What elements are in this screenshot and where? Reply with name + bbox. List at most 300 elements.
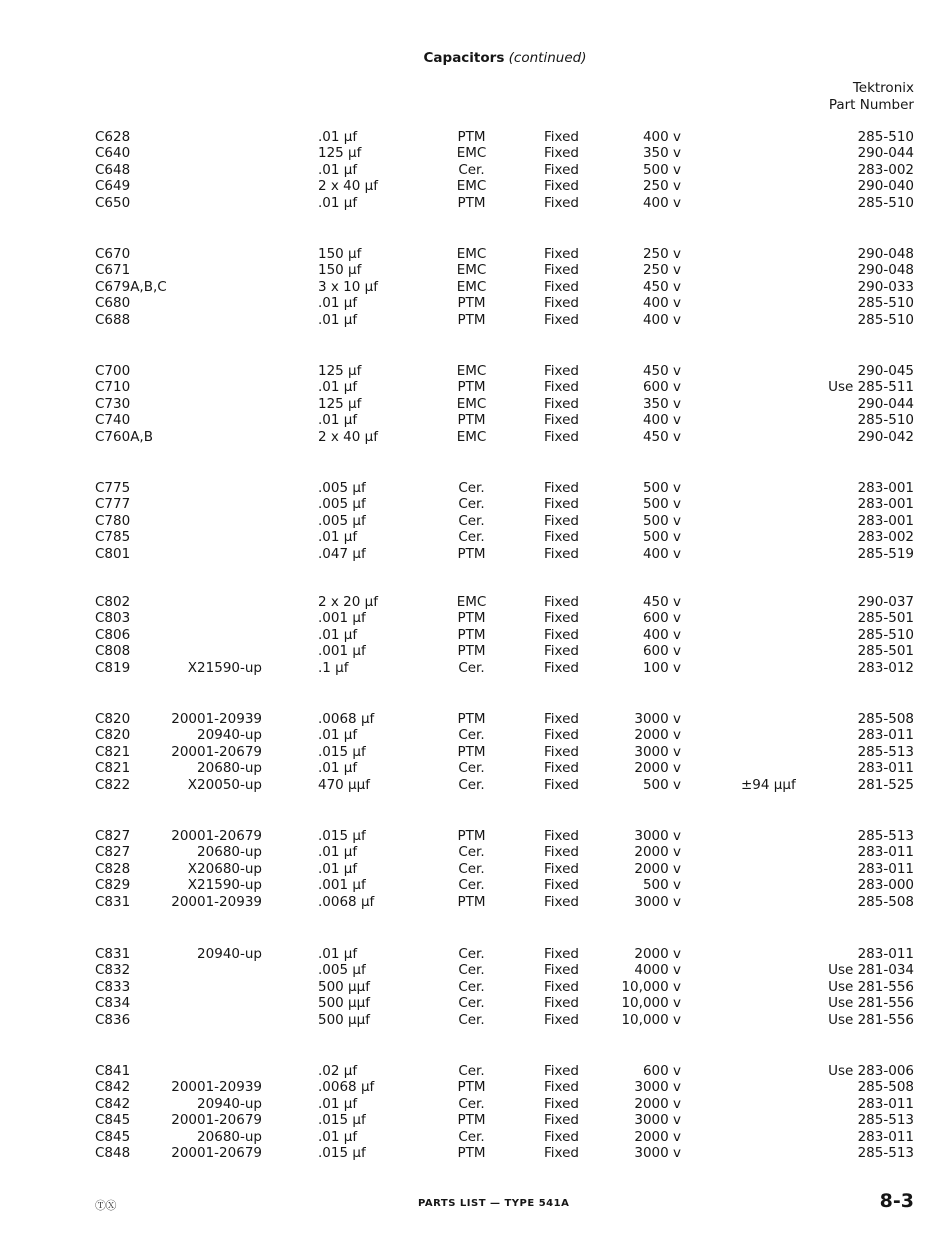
- table-row: [0, 480, 950, 497]
- capacitance-value: .01 µf: [318, 727, 358, 744]
- table-row: [0, 295, 950, 312]
- capacitance-value: 125 µf: [318, 395, 362, 412]
- mounting-kind: Fixed: [544, 760, 579, 777]
- voltage-rating: 500 v: [642, 480, 681, 496]
- capacitance-value: .01 µf: [318, 194, 358, 211]
- mounting-kind: Fixed: [544, 727, 579, 744]
- table-row: [0, 594, 950, 611]
- part-number: 290-037: [857, 594, 914, 610]
- part-number: 283-011: [857, 844, 914, 861]
- mounting-kind: Fixed: [544, 828, 579, 844]
- circuit-number: C777: [95, 496, 131, 513]
- capacitance-value: .001 µf: [318, 643, 366, 660]
- table-row: [0, 246, 950, 263]
- part-number: Use 281-556: [828, 978, 914, 995]
- serial-range: 20001-20939: [171, 893, 262, 910]
- capacitance-value: .001 µf: [318, 877, 366, 894]
- table-row: [0, 379, 950, 396]
- table-row: [0, 178, 950, 195]
- dielectric-type: EMC: [456, 145, 487, 162]
- dielectric-type: Cer.: [458, 860, 485, 877]
- voltage-rating: 250 v: [642, 246, 681, 262]
- part-number: 285-508: [857, 1079, 914, 1096]
- dielectric-type: Cer.: [458, 962, 485, 979]
- circuit-number: C700: [95, 363, 131, 379]
- dielectric-type: PTM: [457, 743, 486, 760]
- table-row: [0, 643, 950, 660]
- circuit-number: C829: [95, 877, 131, 894]
- dielectric-type: PTM: [457, 545, 486, 562]
- part-number: 283-002: [857, 161, 914, 178]
- serial-range: 20001-20679: [171, 1112, 262, 1129]
- circuit-number: C820: [95, 711, 131, 727]
- mounting-kind: Fixed: [544, 1063, 579, 1079]
- voltage-rating: 3000 v: [634, 1145, 681, 1161]
- table-row: [0, 363, 950, 380]
- part-number: 285-513: [857, 1145, 914, 1161]
- part-number: 283-000: [857, 877, 914, 894]
- voltage-rating: 2000 v: [634, 860, 681, 877]
- table-row: [0, 262, 950, 279]
- capacitance-value: .02 µf: [318, 1063, 358, 1079]
- part-number: 285-513: [857, 1112, 914, 1129]
- mounting-kind: Fixed: [544, 295, 579, 312]
- circuit-number: C834: [95, 995, 131, 1012]
- serial-range: 20001-20679: [171, 828, 262, 844]
- mounting-kind: Fixed: [544, 743, 579, 760]
- circuit-number: C801: [95, 545, 131, 562]
- table-row: [0, 312, 950, 329]
- mounting-kind: Fixed: [544, 395, 579, 412]
- circuit-number: C628: [95, 129, 131, 145]
- part-number: 285-519: [857, 545, 914, 562]
- part-number-header: [829, 80, 914, 114]
- table-row: [0, 861, 950, 878]
- mounting-kind: Fixed: [544, 496, 579, 513]
- voltage-rating: 100 v: [642, 659, 681, 676]
- voltage-rating: 3000 v: [634, 1079, 681, 1096]
- capacitance-value: .01 µf: [318, 161, 358, 178]
- dielectric-type: PTM: [457, 643, 486, 660]
- circuit-number: C832: [95, 962, 131, 979]
- dielectric-type: Cer.: [458, 529, 485, 546]
- capacitance-value: .01 µf: [318, 311, 358, 328]
- page-title-suffix: (continued): [508, 50, 587, 66]
- mounting-kind: Fixed: [544, 545, 579, 562]
- capacitance-value: .015 µf: [318, 743, 366, 760]
- mounting-kind: Fixed: [544, 178, 579, 195]
- table-row: [0, 429, 950, 446]
- circuit-number: C679A,B,C: [95, 278, 167, 295]
- mounting-kind: Fixed: [544, 1128, 579, 1145]
- mounting-kind: Fixed: [544, 145, 579, 162]
- dielectric-type: Cer.: [458, 776, 485, 793]
- capacitance-value: 125 µf: [318, 363, 362, 379]
- voltage-rating: 450 v: [642, 363, 681, 379]
- table-row: [0, 744, 950, 761]
- dielectric-type: EMC: [456, 395, 487, 412]
- part-number: 290-044: [857, 145, 914, 162]
- tektronix-logo: ⓉⓍ: [95, 1199, 116, 1212]
- part-number: Use 283-006: [828, 1063, 914, 1079]
- voltage-rating: 400 v: [642, 295, 681, 312]
- voltage-rating: 500 v: [642, 161, 681, 178]
- part-number: 290-044: [857, 395, 914, 412]
- mounting-kind: Fixed: [544, 643, 579, 660]
- circuit-number: C819: [95, 659, 131, 676]
- voltage-rating: 2000 v: [634, 946, 681, 962]
- serial-range: 20940-up: [197, 1095, 262, 1112]
- voltage-rating: 400 v: [642, 412, 681, 429]
- dielectric-type: PTM: [457, 610, 486, 627]
- voltage-rating: 450 v: [642, 278, 681, 295]
- voltage-rating: 400 v: [642, 129, 681, 145]
- part-number: 285-510: [857, 626, 914, 643]
- table-row: [0, 610, 950, 627]
- part-number: 283-011: [857, 946, 914, 962]
- serial-range: 20680-up: [197, 1128, 262, 1145]
- circuit-number: C649: [95, 178, 131, 195]
- serial-range: X20680-up: [187, 860, 262, 877]
- mounting-kind: Fixed: [544, 262, 579, 279]
- voltage-rating: 500 v: [642, 877, 681, 894]
- part-number: 285-510: [857, 295, 914, 312]
- part-number: 285-513: [857, 743, 914, 760]
- dielectric-type: Cer.: [458, 877, 485, 894]
- table-row: [0, 145, 950, 162]
- page-title-main: Capacitors: [423, 50, 505, 66]
- part-number: 285-508: [857, 893, 914, 910]
- circuit-number: C848: [95, 1145, 131, 1161]
- voltage-rating: 4000 v: [634, 962, 681, 979]
- circuit-number: C833: [95, 978, 131, 995]
- capacitance-value: 2 x 20 µf: [318, 594, 378, 610]
- table-row: [0, 660, 950, 677]
- dielectric-type: Cer.: [458, 480, 485, 496]
- mounting-kind: Fixed: [544, 363, 579, 379]
- circuit-number: C827: [95, 844, 131, 861]
- capacitance-value: .01 µf: [318, 844, 358, 861]
- mounting-kind: Fixed: [544, 161, 579, 178]
- part-number: 283-001: [857, 496, 914, 513]
- dielectric-type: PTM: [457, 194, 486, 211]
- mounting-kind: Fixed: [544, 659, 579, 676]
- part-number: Use 281-556: [828, 1011, 914, 1028]
- table-row: [0, 162, 950, 179]
- table-row: [0, 962, 950, 979]
- capacitance-value: .005 µf: [318, 512, 366, 529]
- voltage-rating: 3000 v: [634, 711, 681, 727]
- capacitance-value: .005 µf: [318, 480, 366, 496]
- voltage-rating: 450 v: [642, 594, 681, 610]
- page-footer: [0, 1190, 950, 1217]
- voltage-rating: 500 v: [642, 512, 681, 529]
- dielectric-type: Cer.: [458, 727, 485, 744]
- table-row: [0, 529, 950, 546]
- serial-range: 20680-up: [197, 844, 262, 861]
- circuit-number: C831: [95, 893, 131, 910]
- table-row: [0, 1096, 950, 1113]
- dielectric-type: Cer.: [458, 1063, 485, 1079]
- table-row: [0, 946, 950, 963]
- dielectric-type: Cer.: [458, 946, 485, 962]
- capacitance-value: .01 µf: [318, 626, 358, 643]
- voltage-rating: 3000 v: [634, 828, 681, 844]
- serial-range: 20680-up: [197, 760, 262, 777]
- voltage-rating: 450 v: [642, 428, 681, 445]
- circuit-number: C785: [95, 529, 131, 546]
- mounting-kind: Fixed: [544, 776, 579, 793]
- circuit-number: C775: [95, 480, 131, 496]
- voltage-rating: 400 v: [642, 194, 681, 211]
- part-number: 285-510: [857, 412, 914, 429]
- mounting-kind: Fixed: [544, 512, 579, 529]
- dielectric-type: PTM: [457, 379, 486, 396]
- dielectric-type: PTM: [457, 295, 486, 312]
- voltage-rating: 2000 v: [634, 727, 681, 744]
- circuit-number: C671: [95, 262, 131, 279]
- serial-range: 20001-20679: [171, 1145, 262, 1161]
- voltage-rating: 600 v: [642, 379, 681, 396]
- part-number: 290-045: [857, 363, 914, 379]
- capacitance-value: .0068 µf: [318, 893, 375, 910]
- part-number: 283-011: [857, 1095, 914, 1112]
- mounting-kind: Fixed: [544, 246, 579, 262]
- voltage-rating: 500 v: [642, 776, 681, 793]
- dielectric-type: EMC: [456, 278, 487, 295]
- dielectric-type: EMC: [456, 594, 487, 610]
- dielectric-type: EMC: [456, 262, 487, 279]
- serial-range: X21590-up: [187, 659, 262, 676]
- capacitance-value: .01 µf: [318, 1095, 358, 1112]
- dielectric-type: Cer.: [458, 978, 485, 995]
- capacitance-value: 2 x 40 µf: [318, 178, 378, 195]
- mounting-kind: Fixed: [544, 194, 579, 211]
- circuit-number: C688: [95, 311, 131, 328]
- capacitance-value: 3 x 10 µf: [318, 278, 378, 295]
- serial-range: X20050-up: [187, 776, 262, 793]
- voltage-rating: 350 v: [642, 145, 681, 162]
- part-number: 285-513: [857, 828, 914, 844]
- mounting-kind: Fixed: [544, 860, 579, 877]
- voltage-rating: 2000 v: [634, 844, 681, 861]
- part-number: Use 285-511: [828, 379, 914, 396]
- page-number: 8-3: [879, 1190, 914, 1212]
- dielectric-type: PTM: [457, 893, 486, 910]
- part-number: 283-012: [857, 659, 914, 676]
- part-number: 285-510: [857, 194, 914, 211]
- voltage-rating: 10,000 v: [621, 1011, 681, 1028]
- table-row: [0, 877, 950, 894]
- dielectric-type: PTM: [457, 412, 486, 429]
- part-number-header-line2: Part Number: [828, 97, 914, 113]
- dielectric-type: EMC: [456, 428, 487, 445]
- dielectric-type: PTM: [457, 626, 486, 643]
- mounting-kind: Fixed: [544, 480, 579, 496]
- circuit-number: C640: [95, 145, 131, 162]
- part-number: 283-002: [857, 529, 914, 546]
- part-number: 283-001: [857, 512, 914, 529]
- table-row: [0, 1079, 950, 1096]
- mounting-kind: Fixed: [544, 995, 579, 1012]
- capacitance-value: 125 µf: [318, 145, 362, 162]
- voltage-rating: 10,000 v: [621, 995, 681, 1012]
- dielectric-type: PTM: [457, 129, 486, 145]
- voltage-rating: 10,000 v: [621, 978, 681, 995]
- circuit-number: C820: [95, 727, 131, 744]
- mounting-kind: Fixed: [544, 379, 579, 396]
- dielectric-type: EMC: [456, 178, 487, 195]
- part-number: 285-510: [857, 311, 914, 328]
- voltage-rating: 600 v: [642, 643, 681, 660]
- circuit-number: C836: [95, 1011, 131, 1028]
- table-row: [0, 1145, 950, 1162]
- serial-range: X21590-up: [187, 877, 262, 894]
- capacitance-value: .01 µf: [318, 295, 358, 312]
- dielectric-type: PTM: [457, 711, 486, 727]
- voltage-rating: 2000 v: [634, 1128, 681, 1145]
- voltage-rating: 3000 v: [634, 893, 681, 910]
- dielectric-type: PTM: [457, 1112, 486, 1129]
- circuit-number: C821: [95, 760, 131, 777]
- voltage-rating: 3000 v: [634, 1112, 681, 1129]
- dielectric-type: Cer.: [458, 161, 485, 178]
- part-number: 283-011: [857, 1128, 914, 1145]
- mounting-kind: Fixed: [544, 129, 579, 145]
- circuit-number: C842: [95, 1079, 131, 1096]
- table-row: [0, 412, 950, 429]
- circuit-number: C806: [95, 626, 131, 643]
- capacitance-value: .01 µf: [318, 379, 358, 396]
- part-number: 290-040: [857, 178, 914, 195]
- circuit-number: C802: [95, 594, 131, 610]
- voltage-rating: 3000 v: [634, 743, 681, 760]
- serial-range: 20001-20679: [171, 743, 262, 760]
- table-row: [0, 995, 950, 1012]
- voltage-rating: 250 v: [642, 262, 681, 279]
- dielectric-type: Cer.: [458, 512, 485, 529]
- dielectric-type: Cer.: [458, 995, 485, 1012]
- capacitance-value: .0068 µf: [318, 1079, 375, 1096]
- voltage-rating: 400 v: [642, 545, 681, 562]
- table-row: [0, 546, 950, 563]
- mounting-kind: Fixed: [544, 893, 579, 910]
- mounting-kind: Fixed: [544, 278, 579, 295]
- dielectric-type: PTM: [457, 828, 486, 844]
- circuit-number: C831: [95, 946, 131, 962]
- table-row: [0, 396, 950, 413]
- table-row: [0, 979, 950, 996]
- dielectric-type: Cer.: [458, 1011, 485, 1028]
- circuit-number: C821: [95, 743, 131, 760]
- circuit-number: C648: [95, 161, 131, 178]
- capacitance-value: 500 µµf: [318, 995, 370, 1012]
- circuit-number: C822: [95, 776, 131, 793]
- capacitance-value: 2 x 40 µf: [318, 428, 378, 445]
- part-number: 283-011: [857, 727, 914, 744]
- part-number: Use 281-556: [828, 995, 914, 1012]
- mounting-kind: Fixed: [544, 844, 579, 861]
- mounting-kind: Fixed: [544, 594, 579, 610]
- table-row: [0, 777, 950, 794]
- voltage-rating: 250 v: [642, 178, 681, 195]
- table-row: [0, 496, 950, 513]
- serial-range: 20001-20939: [171, 711, 262, 727]
- table-row: [0, 1063, 950, 1080]
- voltage-rating: 400 v: [642, 626, 681, 643]
- capacitance-value: .047 µf: [318, 545, 366, 562]
- table-row: [0, 760, 950, 777]
- dielectric-type: Cer.: [458, 844, 485, 861]
- part-number: 285-508: [857, 711, 914, 727]
- part-number: 283-001: [857, 480, 914, 496]
- table-row: [0, 195, 950, 212]
- dielectric-type: Cer.: [458, 1128, 485, 1145]
- circuit-number: C845: [95, 1112, 131, 1129]
- table-row: [0, 1112, 950, 1129]
- part-number: 285-510: [857, 129, 914, 145]
- voltage-rating: 350 v: [642, 395, 681, 412]
- part-number: 281-525: [857, 776, 914, 793]
- voltage-rating: 400 v: [642, 311, 681, 328]
- capacitance-value: 500 µµf: [318, 978, 370, 995]
- circuit-number: C803: [95, 610, 131, 627]
- part-number: 283-011: [857, 760, 914, 777]
- capacitance-value: 150 µf: [318, 262, 362, 279]
- part-number: 290-048: [857, 262, 914, 279]
- capacitance-value: .015 µf: [318, 828, 366, 844]
- mounting-kind: Fixed: [544, 1079, 579, 1096]
- circuit-number: C710: [95, 379, 131, 396]
- dielectric-type: Cer.: [458, 1095, 485, 1112]
- capacitance-value: .005 µf: [318, 962, 366, 979]
- table-row: [0, 129, 950, 146]
- voltage-rating: 2000 v: [634, 1095, 681, 1112]
- capacitance-value: .001 µf: [318, 610, 366, 627]
- capacitance-value: .015 µf: [318, 1112, 366, 1129]
- footer-text: PARTS LIST — TYPE 541A: [418, 1198, 570, 1209]
- circuit-number: C740: [95, 412, 131, 429]
- capacitance-value: .015 µf: [318, 1145, 366, 1161]
- part-number: 285-501: [857, 610, 914, 627]
- part-number-header-line1: Tektronix: [852, 80, 914, 96]
- circuit-number: C680: [95, 295, 131, 312]
- mounting-kind: Fixed: [544, 1112, 579, 1129]
- serial-range: 20001-20939: [171, 1079, 262, 1096]
- circuit-number: C650: [95, 194, 131, 211]
- dielectric-type: Cer.: [458, 496, 485, 513]
- table-row: [0, 513, 950, 530]
- part-number: 285-501: [857, 643, 914, 660]
- part-number: 290-033: [857, 278, 914, 295]
- table-row: [0, 627, 950, 644]
- capacitance-value: .01 µf: [318, 860, 358, 877]
- dielectric-type: Cer.: [458, 760, 485, 777]
- mounting-kind: Fixed: [544, 1011, 579, 1028]
- mounting-kind: Fixed: [544, 311, 579, 328]
- capacitance-value: 470 µµf: [318, 776, 370, 793]
- capacitance-value: .01 µf: [318, 412, 358, 429]
- circuit-number: C780: [95, 512, 131, 529]
- mounting-kind: Fixed: [544, 1095, 579, 1112]
- capacitance-value: .01 µf: [318, 1128, 358, 1145]
- capacitance-value: .01 µf: [318, 946, 358, 962]
- table-row: [0, 711, 950, 728]
- capacitance-value: .01 µf: [318, 529, 358, 546]
- voltage-rating: 500 v: [642, 529, 681, 546]
- dielectric-type: PTM: [457, 311, 486, 328]
- voltage-rating: 600 v: [642, 610, 681, 627]
